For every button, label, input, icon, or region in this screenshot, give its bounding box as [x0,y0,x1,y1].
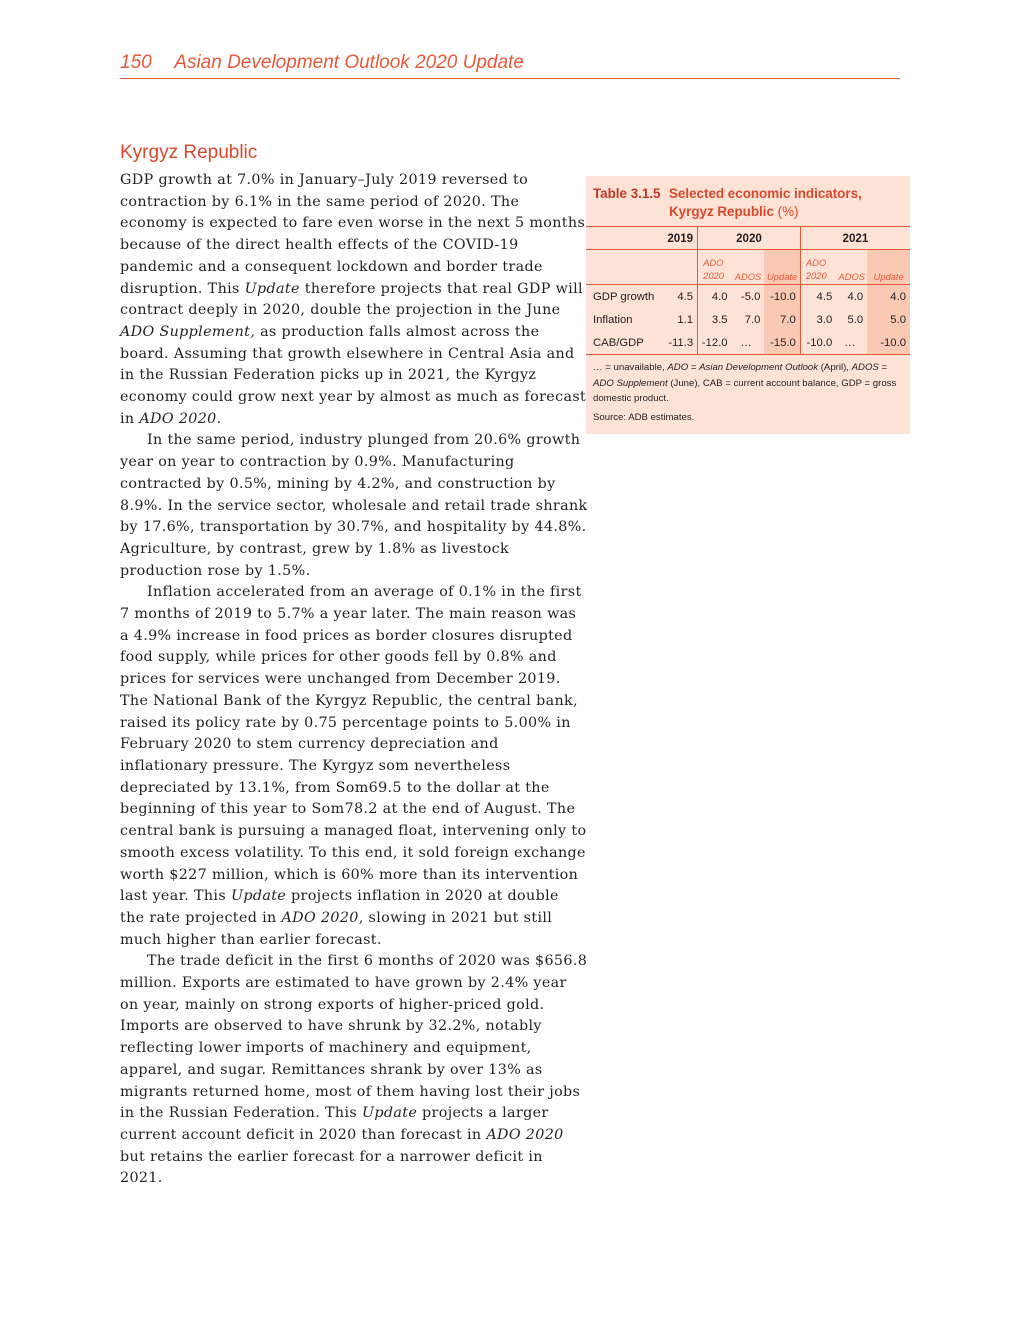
indicators-table-box [586,176,910,434]
cell: 4.5 [677,290,694,303]
table-caption [593,185,903,221]
paragraph-2: In the same period, industry plunged from 20.6% growth year on year to contraction by 0.9%. Manufacturing contracted by 0.5%, mining by 4.2%, and construction by 8.9%. In the service sector, wholesale and retail trade shrank by 17.6%, transportation by 30.7%, and hospitality by 44.8%. Agriculture, by contrast, grew by 1.8% as livestock production rose by 1.5%. [120,432,588,579]
table-number: Table 3.1.5 [593,186,661,201]
subheader-ados-2020: ADOS [732,250,765,285]
subheader-ados-2021: ADOS [836,250,867,285]
cell: 4.0 [847,290,864,303]
table-year-header [586,227,910,250]
row-label: CAB/GDP [586,331,659,355]
cell: -5.0 [740,290,761,303]
cell: -10.0 [764,285,800,309]
cell: 5.0 [847,313,864,326]
table-notes [593,360,898,428]
table-row [586,331,910,355]
cell: 4.0 [867,285,910,309]
cell: … [836,331,867,355]
paragraph-4: The trade deficit in the first 6 months of 2020 was $656.8 million. Exports are estimated to have grown by 2.4% year on year, mainly on strong exports of higher-priced gold. Imports are observed to have shrunk by 32.2%, notably reflecting lower imports of machinery and equipment, apparel, and sugar. Remittances shrank by over 13% as migrants returned home, most of them having lost their jobs in the Russian Federation. This Update projects a larger current account deficit in 2020 than forecast in ADO 2020 but retains the earlier forecast for a narrower deficit in 2021. [120,953,588,1187]
cell: -11.3 [659,331,698,355]
cell: 3.5 [698,308,732,331]
cell: 1.1 [677,313,694,326]
row-label: Inflation [593,313,633,326]
running-title: Asian Development Outlook 2020 Update [174,52,524,73]
subheader-ado-2021: ADO 2020 [800,250,836,285]
subheader-update-2021: Update [867,250,910,285]
paragraph-3: Inflation accelerated from an average of 0.1% in the first 7 months of 2019 to 5.7% a year later. The main reason was a 4.9% increase in food prices as border closures disrupted food supply, while prices for other goods fell by 0.8% and prices for services were unchanged from December 2019. The National Bank of the Kyrgyz Republic, the central bank, raised its policy rate by 0.75 percentage points to 5.00% in February 2020 to stem currency depreciation and inflationary pressure. The Kyrgyz som nevertheless depreciated by 13.1%, from Som69.5 to the dollar at the beginning of this year to Som78.2 at the end of August. The central bank is pursuing a managed float, intervening only to smooth excess volatility. To this end, it sold foreign exchange worth $227 million, which is 60% more than its intervention last year. This Update projects inflation in 2020 at double the rate projected in ADO 2020, slowing in 2021 but still much higher than earlier forecast. [120,584,587,948]
year-2020: 2020 [698,227,801,250]
table-row [586,285,910,309]
body-text [120,170,588,1190]
year-2019: 2019 [659,227,698,250]
subheader-update-2020: Update [764,250,800,285]
cell: 4.5 [800,285,836,309]
cell: 7.0 [744,313,761,326]
cell: 3.0 [800,308,836,331]
cell: -15.0 [764,331,800,355]
table-source: Source: ADB estimates. [593,411,695,423]
table-row [586,308,910,331]
section-title: Kyrgyz Republic [120,142,258,163]
cell: 5.0 [867,308,910,331]
row-label: GDP growth [593,290,655,303]
cell: -10.0 [867,331,910,355]
table-unit: (%) [777,204,799,219]
table-sub-header [586,250,910,285]
paragraph-1: GDP growth at 7.0% in January–July 2019 reversed to contraction by 6.1% in the same period of 2020. The economy is expected to fare even worse in the next 5 months because of the direct health effects of the COVID-19 pandemic and a consequent lockdown and border trade disruption. This Update therefore projects that real GDP will contract deeply in 2020, double the projection in the June ADO Supplement, as production falls almost across the board. Assuming that growth elsewhere in Central Asia and in the Russian Federation picks up in 2021, the Kyrgyz economy could grow next year by almost as much as forecast in ADO 2020. [120,172,587,427]
cell: -10.0 [800,331,836,355]
cell: … [732,331,765,355]
cell: 4.0 [698,285,732,309]
running-header [120,52,900,79]
table-footnote: … = unavailable, ADO = Asian Development Outlook (April), ADOS = ADO Supplement (June), CAB = current account balance, GDP = gross domestic product. [593,362,897,404]
table-title: Selected economic indicators, Kyrgyz Republic [669,186,862,219]
page-number: 150 [120,52,152,73]
year-2021: 2021 [800,227,910,250]
indicators-table [586,226,910,355]
cell: 7.0 [764,308,800,331]
cell: -12.0 [698,331,732,355]
subheader-ado-2020: ADO 2020 [698,250,732,285]
